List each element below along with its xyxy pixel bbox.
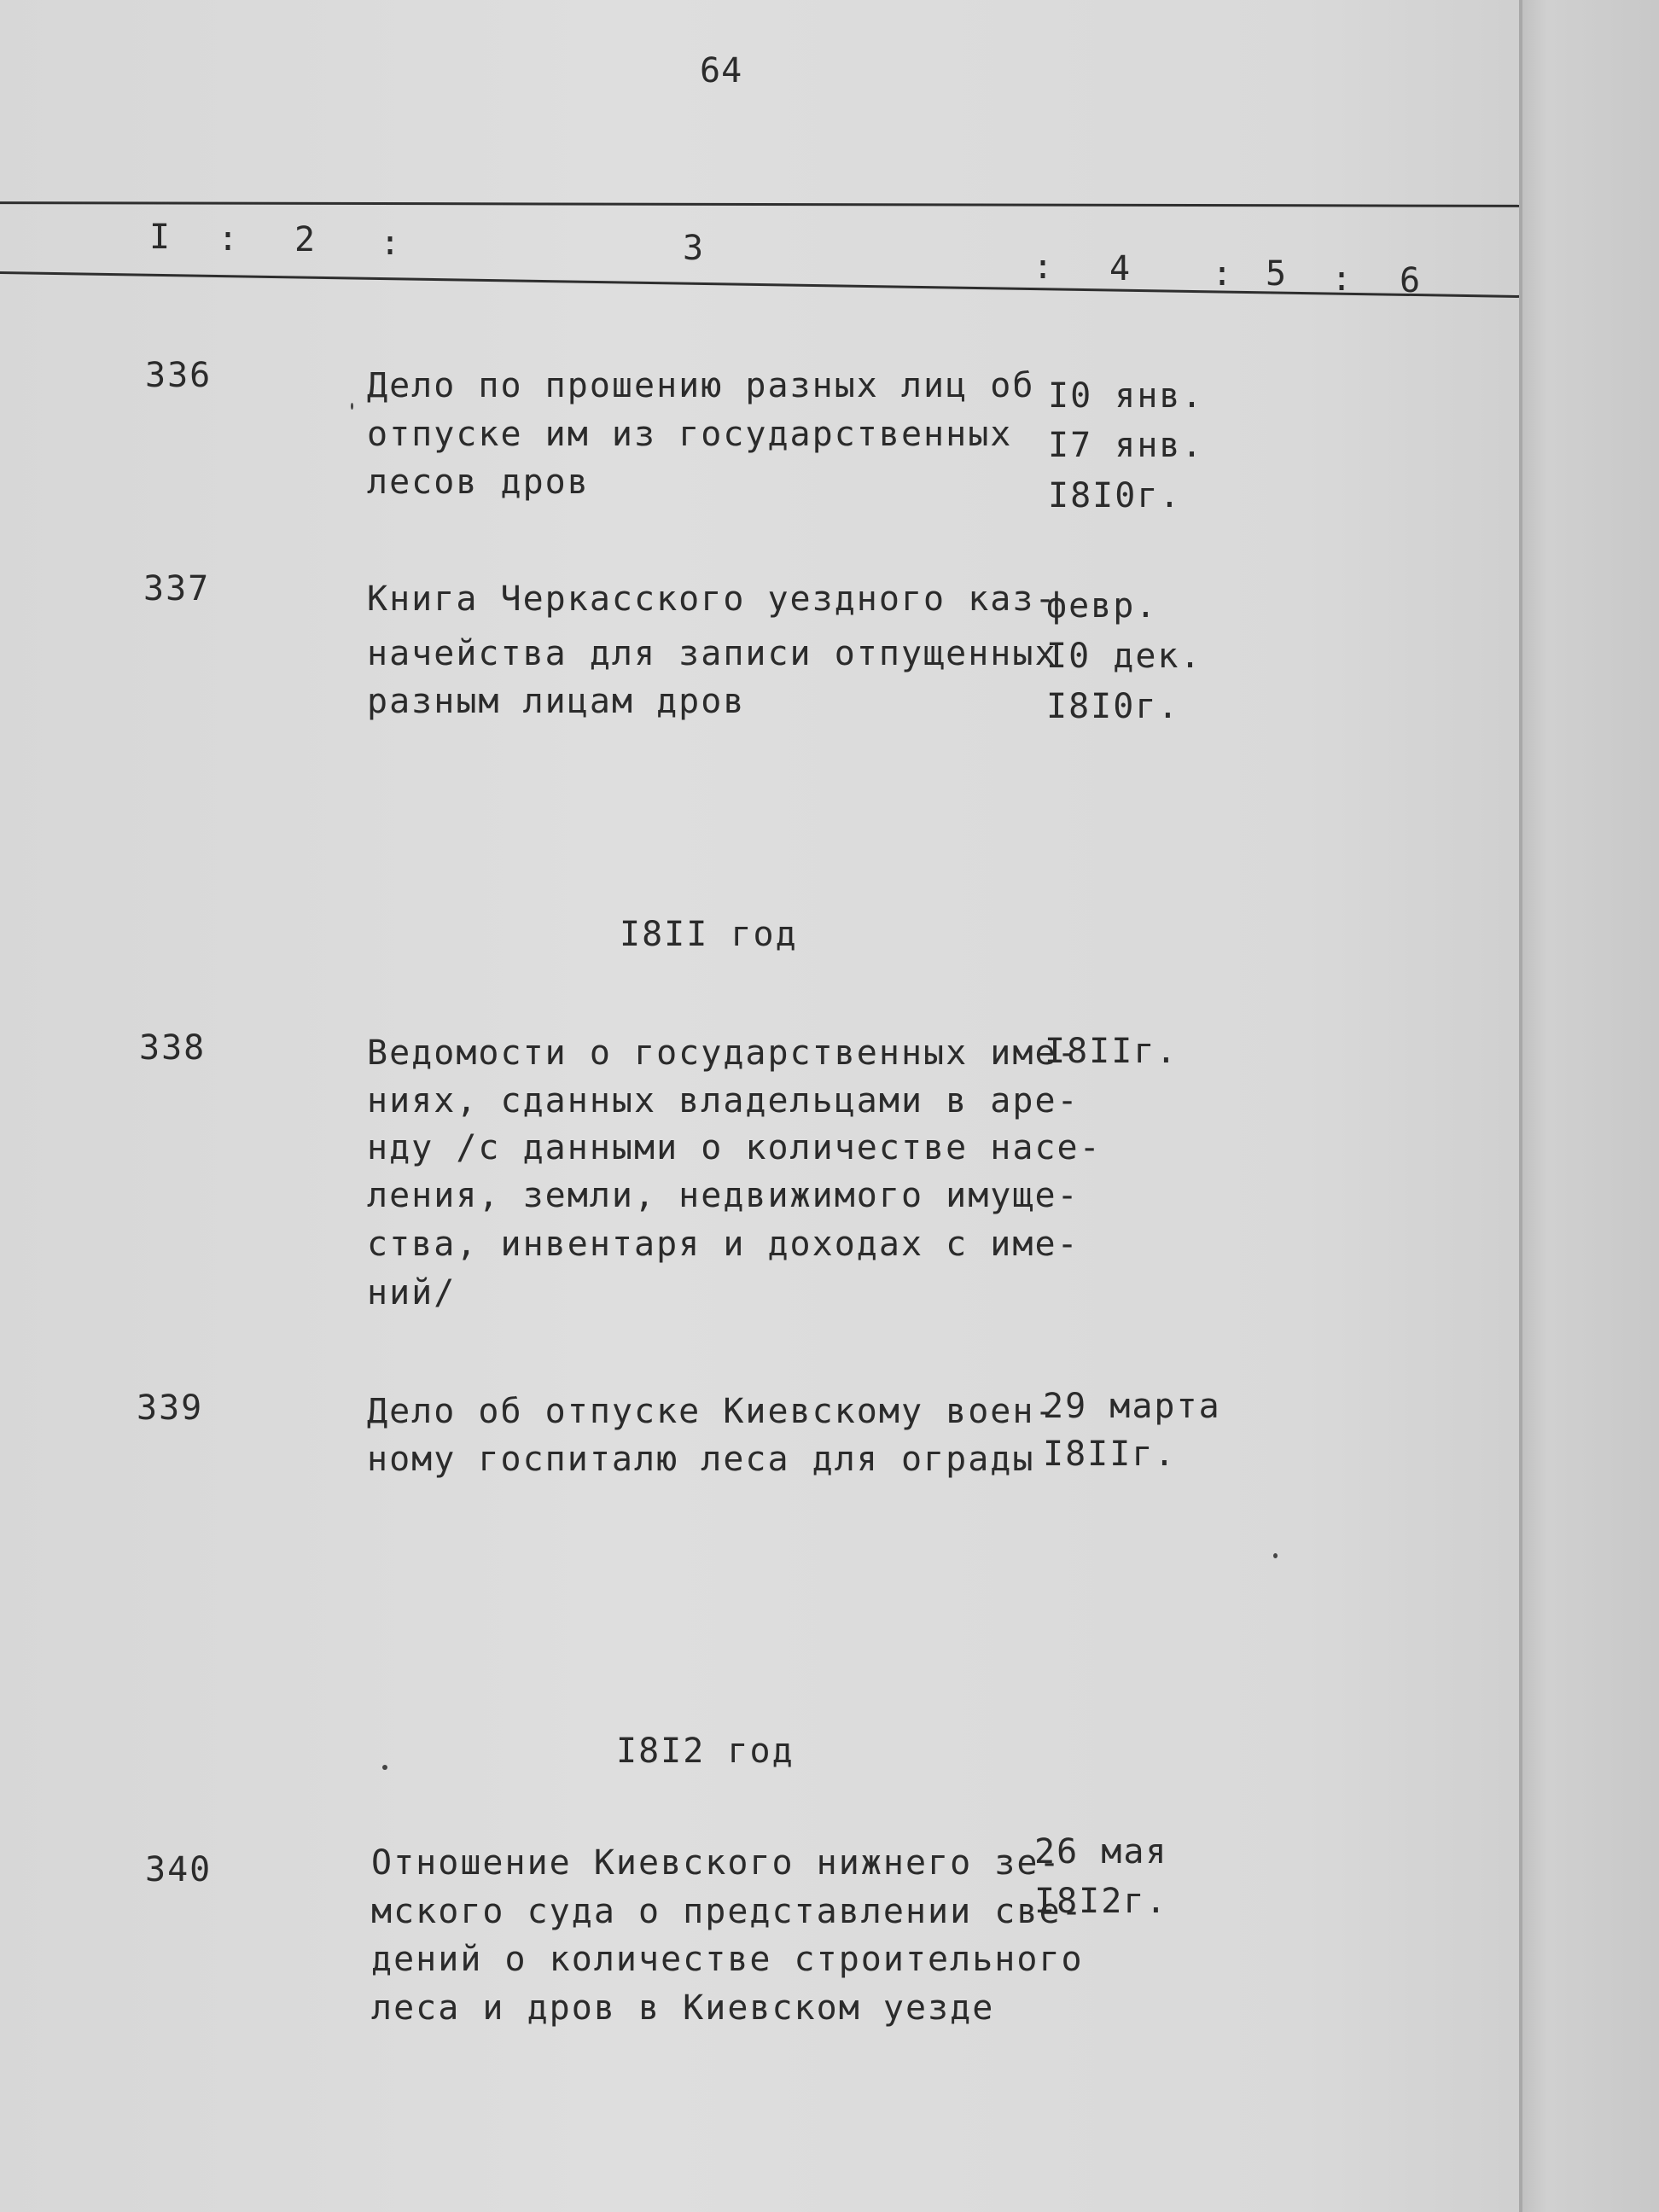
entry-description-line: Дело по прошению разных лиц об — [367, 366, 1035, 405]
entry-date: I8I0г. — [1048, 476, 1182, 515]
entry-number: 337 — [143, 569, 211, 608]
entry-date: 29 марта — [1043, 1387, 1221, 1426]
column-header-5: 5 — [1266, 254, 1287, 294]
entry-date: I0 янв. — [1048, 376, 1204, 416]
entry-description-line: Книга Черкасского уездного каз- — [367, 579, 1057, 619]
entry-description-line: ниях, сданных владельцами в аре- — [367, 1081, 1080, 1121]
column-separator: : — [218, 219, 239, 259]
column-header-2: 2 — [294, 220, 316, 259]
entry-description-line: ства, инвентаря и доходах с име- — [367, 1225, 1080, 1264]
paper-speck — [351, 403, 353, 410]
header-bottom-rule — [0, 271, 1528, 298]
paper-speck — [382, 1765, 387, 1770]
entry-description-line: дений о количестве строительного — [371, 1940, 1084, 1979]
entry-description-line: нду /с данными о количестве насе- — [367, 1128, 1102, 1167]
entry-description-line: ления, земли, недвижимого имуще- — [367, 1176, 1080, 1215]
entry-description-line: ний/ — [367, 1273, 457, 1313]
entry-date: I8IIг. — [1045, 1032, 1179, 1071]
underlying-page — [1519, 0, 1659, 2212]
entry-date: I8I0г. — [1046, 687, 1180, 726]
column-header-3: 3 — [683, 229, 704, 268]
entry-description-line: мского суда о представлении све- — [371, 1892, 1084, 1931]
entry-date: I8I2г. — [1034, 1882, 1168, 1921]
entry-date: I0 дек. — [1046, 637, 1202, 676]
entry-date: 26 мая — [1034, 1832, 1168, 1871]
column-separator: : — [1212, 254, 1233, 294]
year-heading: I8I2 год — [616, 1732, 795, 1771]
entry-description-line: леса и дров в Киевском уезде — [371, 1988, 995, 2028]
entry-date: I8IIг. — [1043, 1435, 1177, 1474]
year-heading: I8II год — [620, 915, 798, 954]
column-header-1: I — [149, 218, 171, 257]
column-separator: : — [1331, 259, 1353, 299]
entry-description-line: разным лицам дров — [367, 682, 746, 721]
entry-date: I7 янв. — [1048, 426, 1204, 465]
entry-description-line: Дело об отпуске Киевскому воен- — [367, 1392, 1057, 1431]
entry-number: 338 — [139, 1028, 207, 1068]
page-edge — [1519, 0, 1522, 2212]
entry-date: февр. — [1046, 586, 1158, 626]
column-header-6: 6 — [1400, 261, 1421, 300]
page-number: 64 — [700, 51, 743, 90]
entry-description-line: ному госпиталю леса для ограды — [367, 1440, 1035, 1479]
entry-description-line: Отношение Киевского нижнего зе- — [371, 1843, 1062, 1883]
entry-description-line: начейства для записи отпущенных — [367, 634, 1057, 673]
paper-speck — [1273, 1553, 1278, 1558]
entry-description-line: отпуске им из государственных — [367, 415, 1013, 454]
entry-description-line: Ведомости о государственных име- — [367, 1033, 1080, 1073]
entry-description-line: лесов дров — [367, 463, 590, 502]
entry-number: 340 — [145, 1850, 212, 1889]
column-separator: : — [380, 224, 401, 263]
column-header-4: 4 — [1109, 249, 1131, 288]
entry-number: 339 — [137, 1388, 204, 1428]
entry-number: 336 — [145, 356, 212, 395]
header-top-rule — [0, 201, 1536, 207]
column-separator: : — [1033, 247, 1054, 287]
